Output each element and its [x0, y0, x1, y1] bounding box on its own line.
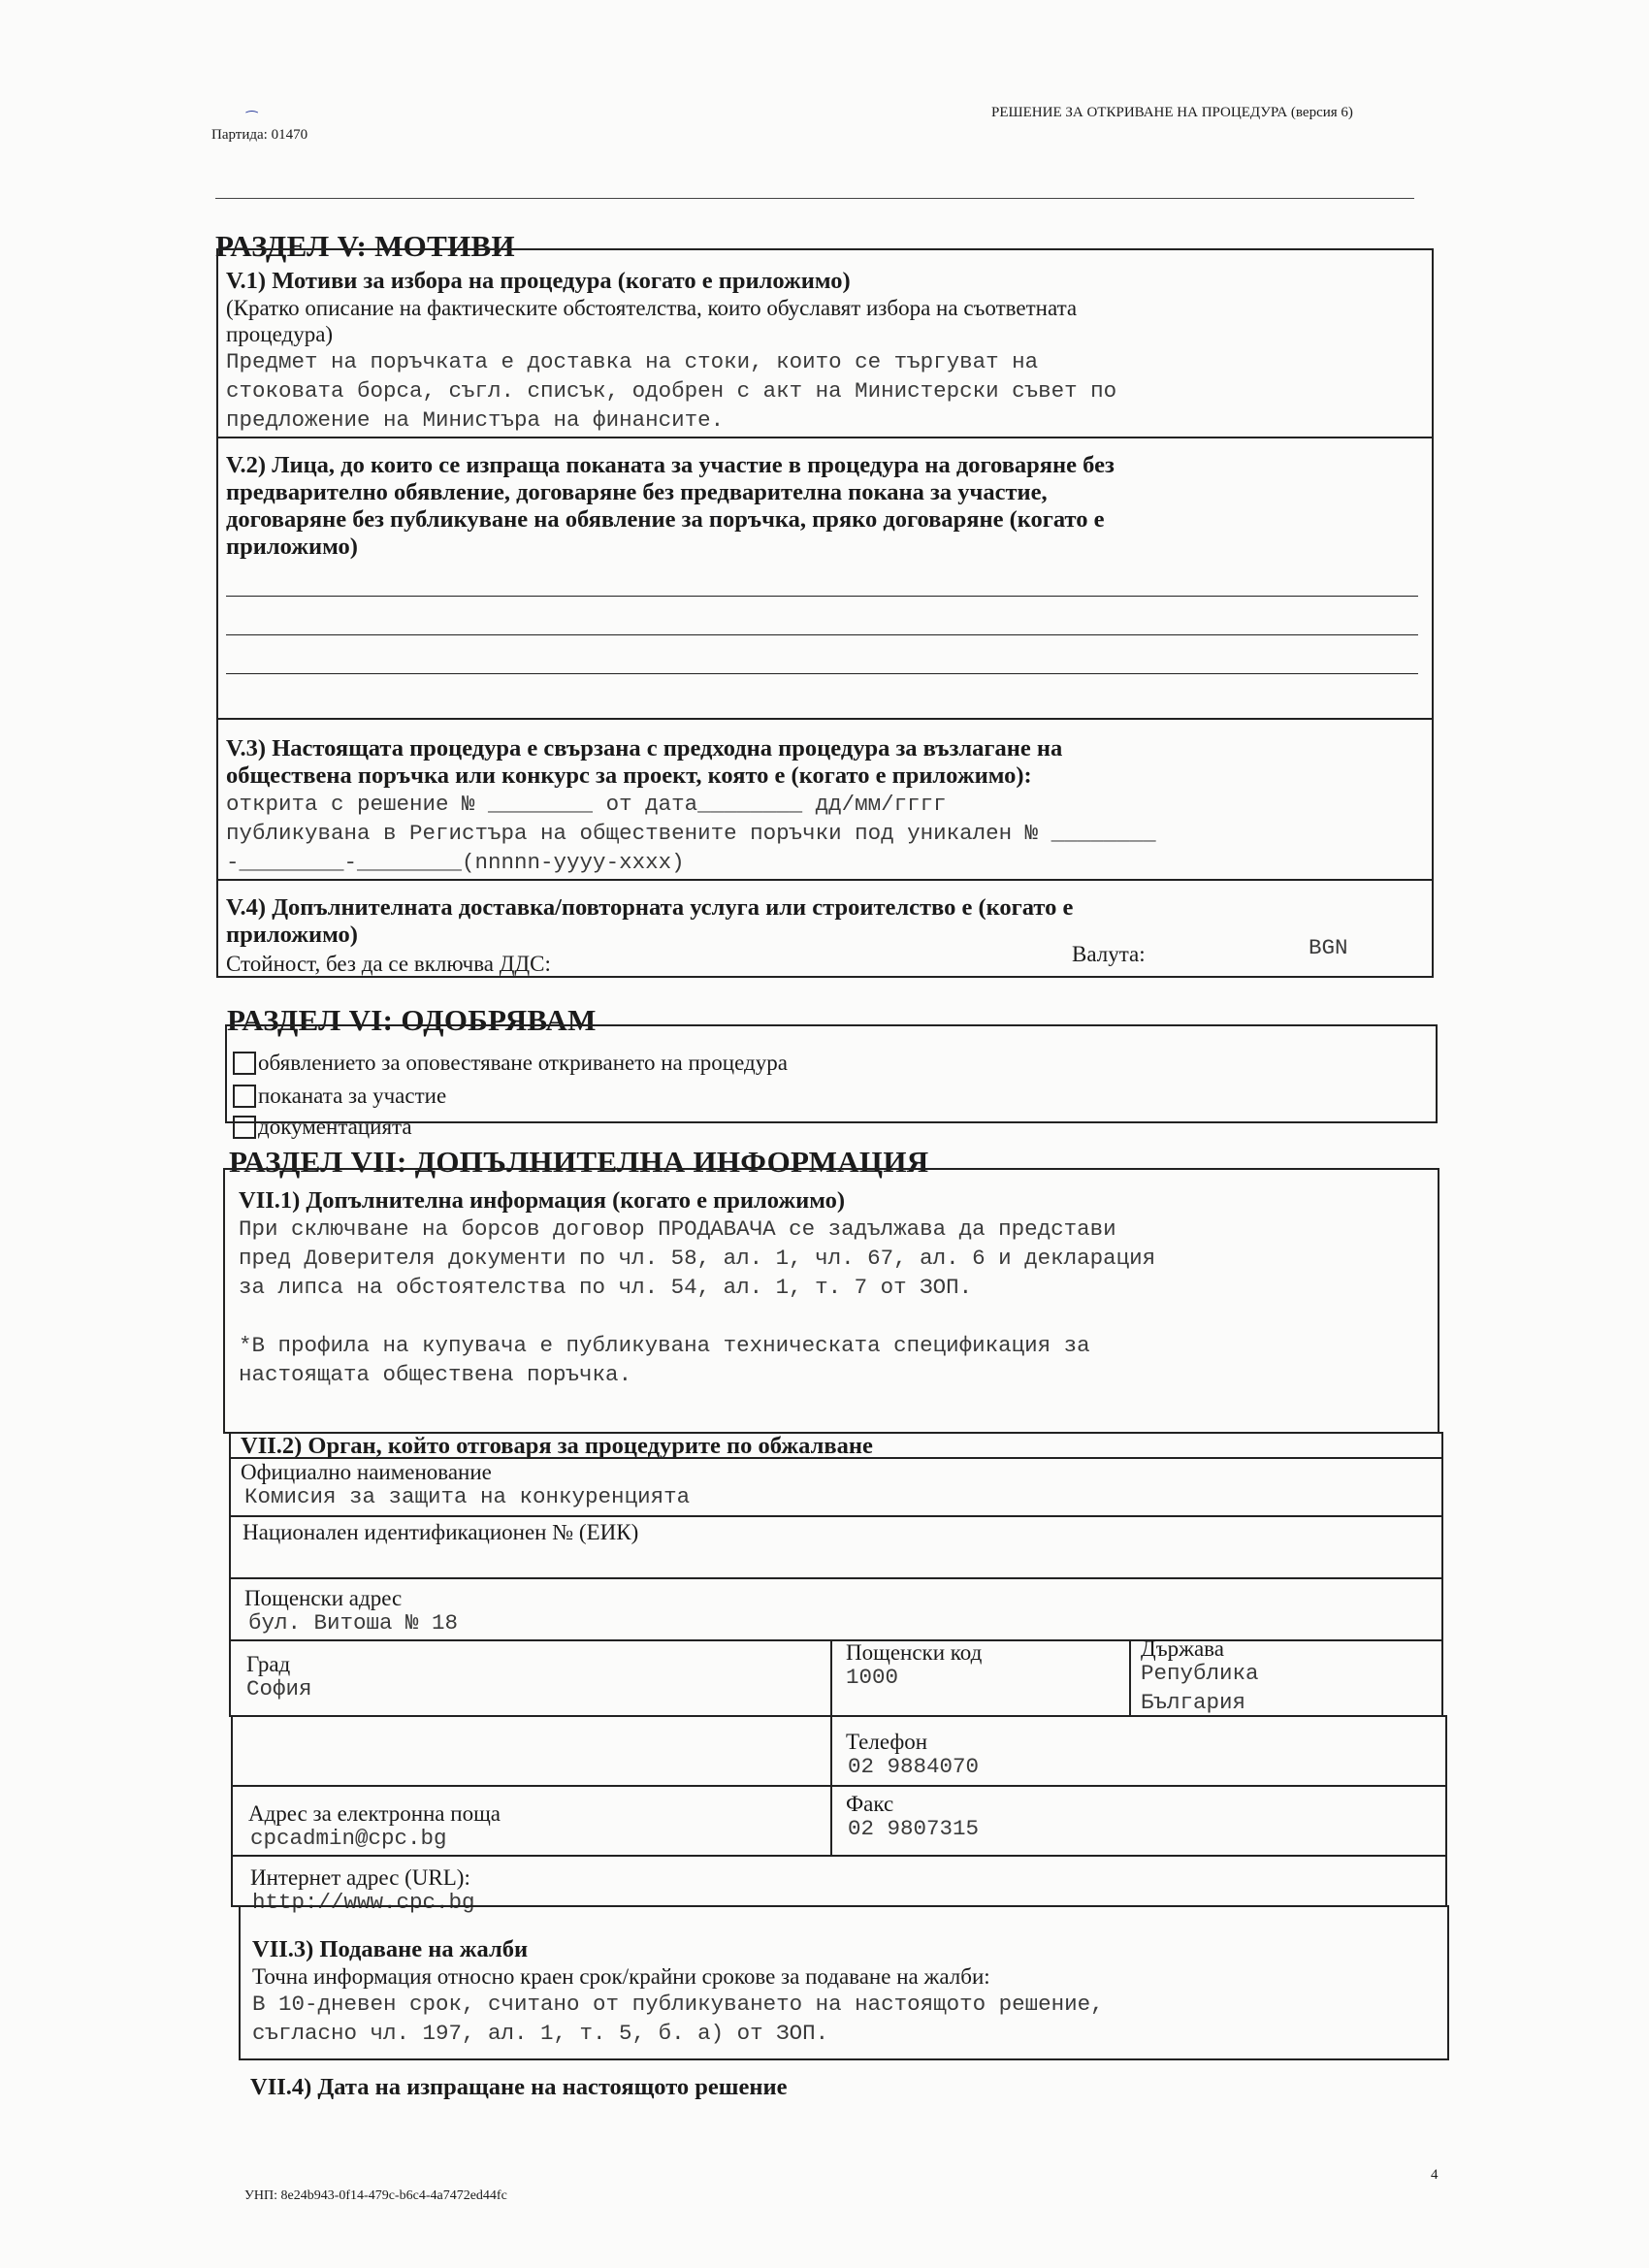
- vii3-text: В 10-дневен срок, считано от публикуването на настоящото решение, съгласно чл. 197, ал. 1, т. 5, б. а) от ЗОП.: [252, 1992, 1104, 2046]
- vii2-title: VII.2) Орган, който отговаря за процедурите по обжалване: [241, 1433, 873, 1459]
- batch-number: [211, 113, 308, 144]
- vii2-contacts-box: [231, 1715, 1447, 1915]
- approve-option-3[interactable]: [233, 1114, 412, 1140]
- section-6-box: [225, 1024, 1438, 1139]
- vii3-title: VII.3) Подаване на жалби: [252, 1936, 529, 1962]
- country-value: Република България: [1141, 1661, 1259, 1715]
- v2-v3-divider: [218, 718, 1432, 720]
- official-name-value: Комисия за защита на конкуренцията: [244, 1484, 691, 1509]
- vii2-box: [229, 1432, 1443, 1717]
- v2-blank-line-1: [226, 596, 1418, 597]
- vii1-text: При сключване на борсов договор ПРОДАВАЧА се задължава да представи пред Доверителя документи по чл. 58, ал. 1, чл. 67, ал. 6 и декларация за липса на обстоятелства по чл. 54, ал. 1, т. 7 от ЗОП. *В профила на купувача е публикувана техническата спецификация за настоящата обществена поръчка.: [239, 1216, 1156, 1387]
- url-value[interactable]: http://www.cpc.bg: [252, 1890, 475, 1915]
- official-name-label: Официално наименование: [241, 1460, 492, 1484]
- v4-title-line2: приложимо): [226, 922, 358, 948]
- approve-option-1-label: обявлението за оповестяване откриването на процедура: [258, 1051, 788, 1075]
- v2-block: [226, 452, 1424, 561]
- v2-blank-line-3: [226, 673, 1418, 674]
- address-value: бул. Витоша № 18: [248, 1610, 459, 1636]
- address-label: Пощенски адрес: [244, 1586, 403, 1610]
- city-postcode-separator: [830, 1639, 832, 1717]
- section-6-title: РАЗДЕЛ VI: ОДОБРЯВАМ: [227, 1003, 597, 1037]
- v4-title-line1: V.4) Допълнителната доставка/повторната услуга или строителство е (когато е: [226, 894, 1074, 921]
- v4-currency-label: Валута:: [1072, 942, 1146, 966]
- unp-footer: УНП: 8e24b943-0f14-479c-b6c4-4a7472ed44fc: [244, 2188, 507, 2203]
- eik-label: Национален идентификационен № (ЕИК): [242, 1520, 639, 1544]
- v2-title-line2: предварително обявление, договаряне без предварителна покана за участие,: [226, 479, 1048, 505]
- v1-text: Предмет на поръчката е доставка на стоки, които се търгуват на стоковата борса, съгл. списък, одобрен с акт на Министерски съвет по предложение на Министъра на финансите.: [226, 349, 1117, 433]
- approve-option-3-label: документацията: [258, 1115, 412, 1139]
- v2-title-line1: V.2) Лица, до които се изпраща поканата за участие в процедура на договаряне без: [226, 452, 1115, 478]
- document-title: РЕШЕНИЕ ЗА ОТКРИВАНЕ НА ПРОЦЕДУРА (версия 6): [991, 105, 1353, 120]
- v1-block: [226, 268, 1424, 435]
- vii3-label: Точна информация относно краен срок/крайни срокове за подаване на жалби:: [252, 1964, 990, 1989]
- email-value: cpcadmin@cpc.bg: [250, 1826, 447, 1851]
- v2-title-line3: договаряне без публикуване на обявление за поръчка, пряко договаряне (когато е: [226, 506, 1105, 533]
- fax-label: Факс: [846, 1792, 894, 1816]
- fax-divider: [233, 1855, 1445, 1857]
- phone-divider: [233, 1785, 1445, 1787]
- approve-option-2-label: поканата за участие: [258, 1084, 447, 1108]
- pen-mark: ⁀: [246, 113, 258, 127]
- approve-checkbox-1[interactable]: [233, 1052, 256, 1075]
- city-value: София: [246, 1676, 312, 1701]
- email-label: Адрес за електронна поща: [248, 1801, 501, 1826]
- fax-value: 02 9807315: [848, 1816, 980, 1841]
- section-5-title: РАЗДЕЛ V: МОТИВИ: [215, 229, 515, 263]
- approve-option-2[interactable]: [233, 1083, 446, 1109]
- country-label: Държава: [1141, 1636, 1224, 1661]
- v1-desc-line1: (Кратко описание на фактическите обстоятелства, които обуславят избора на съответната: [226, 296, 1078, 320]
- v3-text: открита с решение № ________ от дата________ дд/мм/гггг публикувана в Регистъра на обществените поръчки под уникален № ________ -________-________(nnnnn-yyyy-xxxx): [226, 792, 1156, 875]
- header-divider: [215, 198, 1414, 199]
- vii4-title: VII.4) Дата на изпращане на настоящото решение: [250, 2074, 788, 2100]
- phone-label: Телефон: [846, 1730, 928, 1754]
- v2-title-line4: приложимо): [226, 534, 358, 560]
- v1-v2-divider: [218, 437, 1432, 438]
- phone-value: 02 9884070: [848, 1754, 980, 1779]
- v2-blank-line-2: [226, 634, 1418, 635]
- postcode-country-separator: [1129, 1639, 1131, 1717]
- approve-option-1[interactable]: [233, 1050, 788, 1076]
- section-5-box: [216, 248, 1434, 978]
- city-label: Град: [246, 1652, 291, 1676]
- v3-title-line1: V.3) Настоящата процедура е свързана с предходна процедура за възлагане на: [226, 735, 1063, 761]
- v1-desc-line2: процедура): [226, 322, 334, 346]
- section-7-title: РАЗДЕЛ VII: ДОПЪЛНИТЕЛНА ИНФОРМАЦИЯ: [229, 1145, 929, 1179]
- page-number: 4: [1431, 2167, 1439, 2183]
- vii1-block: [239, 1187, 1430, 1389]
- approve-checkbox-3[interactable]: [233, 1116, 256, 1139]
- eik-divider: [231, 1577, 1441, 1579]
- vii3-block: [252, 1936, 1439, 2048]
- v4-currency-value: BGN: [1309, 935, 1348, 960]
- v3-block: [226, 735, 1424, 877]
- postcode-label: Пощенски код: [846, 1640, 983, 1665]
- vii1-box: [223, 1168, 1439, 1434]
- approve-checkbox-2[interactable]: [233, 1085, 256, 1108]
- v3-v4-divider: [218, 879, 1432, 881]
- vii3-box: [239, 1905, 1449, 2060]
- v4-value-label: Стойност, без да се включва ДДС:: [226, 952, 551, 976]
- v3-title-line2: обществена поръчка или конкурс за проект, която е (когато е приложимо):: [226, 762, 1032, 789]
- vii1-title: VII.1) Допълнителна информация (когато е приложимо): [239, 1187, 846, 1214]
- v4-block: [226, 894, 1424, 949]
- postcode-value: 1000: [846, 1665, 899, 1690]
- v1-title: V.1) Мотиви за избора на процедура (когато е приложимо): [226, 268, 851, 294]
- address-divider: [231, 1639, 1441, 1641]
- url-label: Интернет адрес (URL):: [250, 1865, 470, 1890]
- official-name-divider: [231, 1515, 1441, 1517]
- batch-text: Партида: 01470: [211, 127, 308, 143]
